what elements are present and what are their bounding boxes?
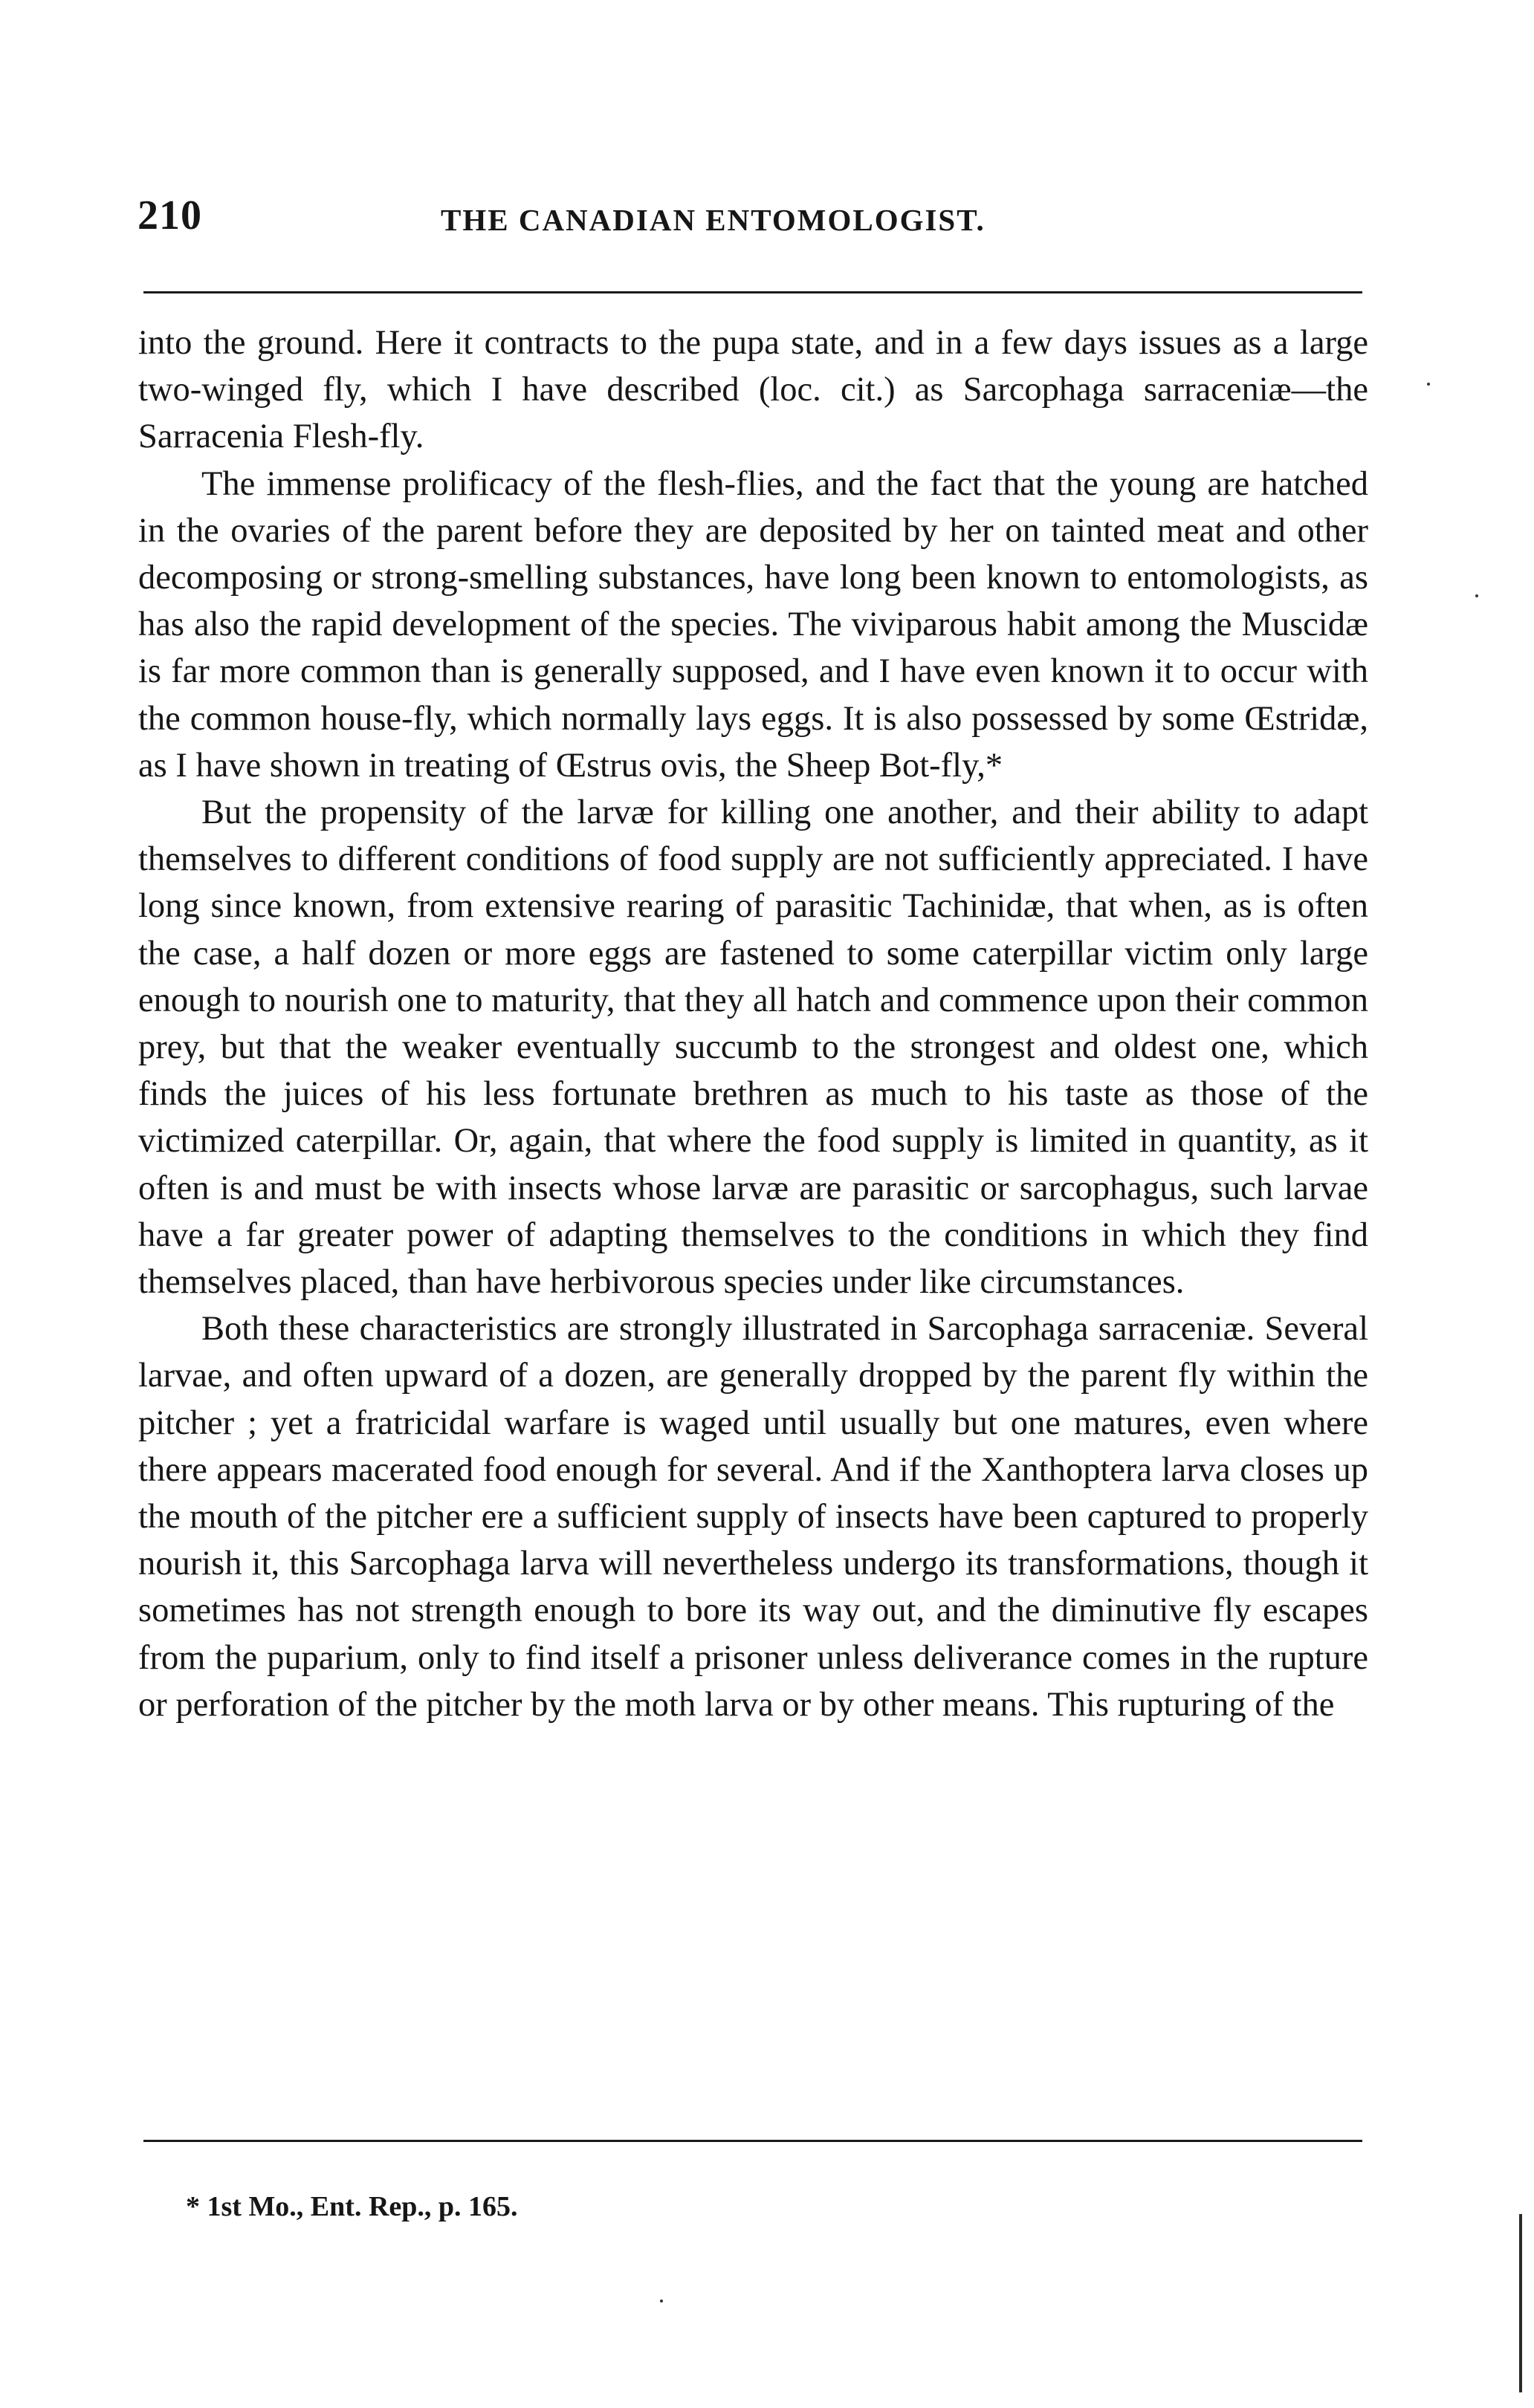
scan-edge-mark (1519, 2214, 1522, 2392)
footnote-rule (143, 2140, 1362, 2142)
scan-speck (1427, 383, 1430, 386)
paragraph-2: The immense prolificacy of the flesh-flies, and the fact that the young are hatched in the ovaries of the parent before they are deposited by her on tainted meat and other decomposing or strong-smelling substances, have long been known to entomologists, as has also the rapid development of the species. The viviparous habit among the Muscidæ is far more common than is generally supposed, and I have even known it to occur with the common house-fly, which normally lays eggs. It is also possessed by some Œstridæ, as I have shown in treating of Œstrus ovis, the Sheep Bot-fly,* (138, 464, 1368, 785)
page-number: 210 (137, 192, 202, 238)
page-header (137, 192, 1368, 259)
paragraph-3: But the propensity of the larvæ for killing one another, and their ability to adapt themselves to different conditions of food supply are not sufficiently appreciated. I have long since known, from extensive rearing of parasitic Tachinidæ, that when, as is often the case, a half dozen or more eggs are fastened to some caterpillar victim only large enough to nourish one to maturity, that they all hatch and commence upon their common prey, but that the weaker eventually succumb to the strongest and oldest one, which finds the juices of his less fortunate brethren as much to his taste as those of the victimized caterpillar. Or, again, that where the food supply is limited in quantity, as it often is and must be with insects whose larvæ are parasitic or sarcophagus, such larvae have a far greater power of adapting themselves to the conditions in which they find themselves placed, than have herbivorous species under like circumstances. (138, 794, 1368, 1302)
header-rule (143, 291, 1362, 293)
footnote: * 1st Mo., Ent. Rep., p. 165. (186, 2191, 518, 2222)
scan-speck (1475, 594, 1478, 597)
running-head: THE CANADIAN ENTOMOLOGIST. (441, 203, 986, 237)
paragraph-1: into the ground. Here it contracts to the pupa state, and in a few days issues as a large two-winged fly, which I have described (loc. cit.) as Sarcophaga sarraceniæ—the Sarracenia Flesh-fly. (138, 324, 1368, 456)
paragraph-4: Both these characteristics are strongly illustrated in Sarcophaga sarraceniæ. Several larvae, and often upward of a dozen, are generally dropped by the parent fly within the pitcher ; yet a fratricidal warfare is waged until usually but one matures, even where there appears macerated food enough for several. And if the Xanthoptera larva closes up the mouth of the pitcher ere a sufficient supply of insects have been captured to properly nourish it, this Sarcophaga larva will nevertheless undergo its transformations, though it sometimes has not strength enough to bore its way out, and the diminutive fly escapes from the puparium, only to find itself a prisoner unless deliverance comes in the rupture or perforation of the pitcher by the moth larva or by other means. This rupturing of the (138, 1310, 1368, 1724)
body-text (138, 319, 1368, 1728)
scan-speck (660, 2300, 663, 2302)
